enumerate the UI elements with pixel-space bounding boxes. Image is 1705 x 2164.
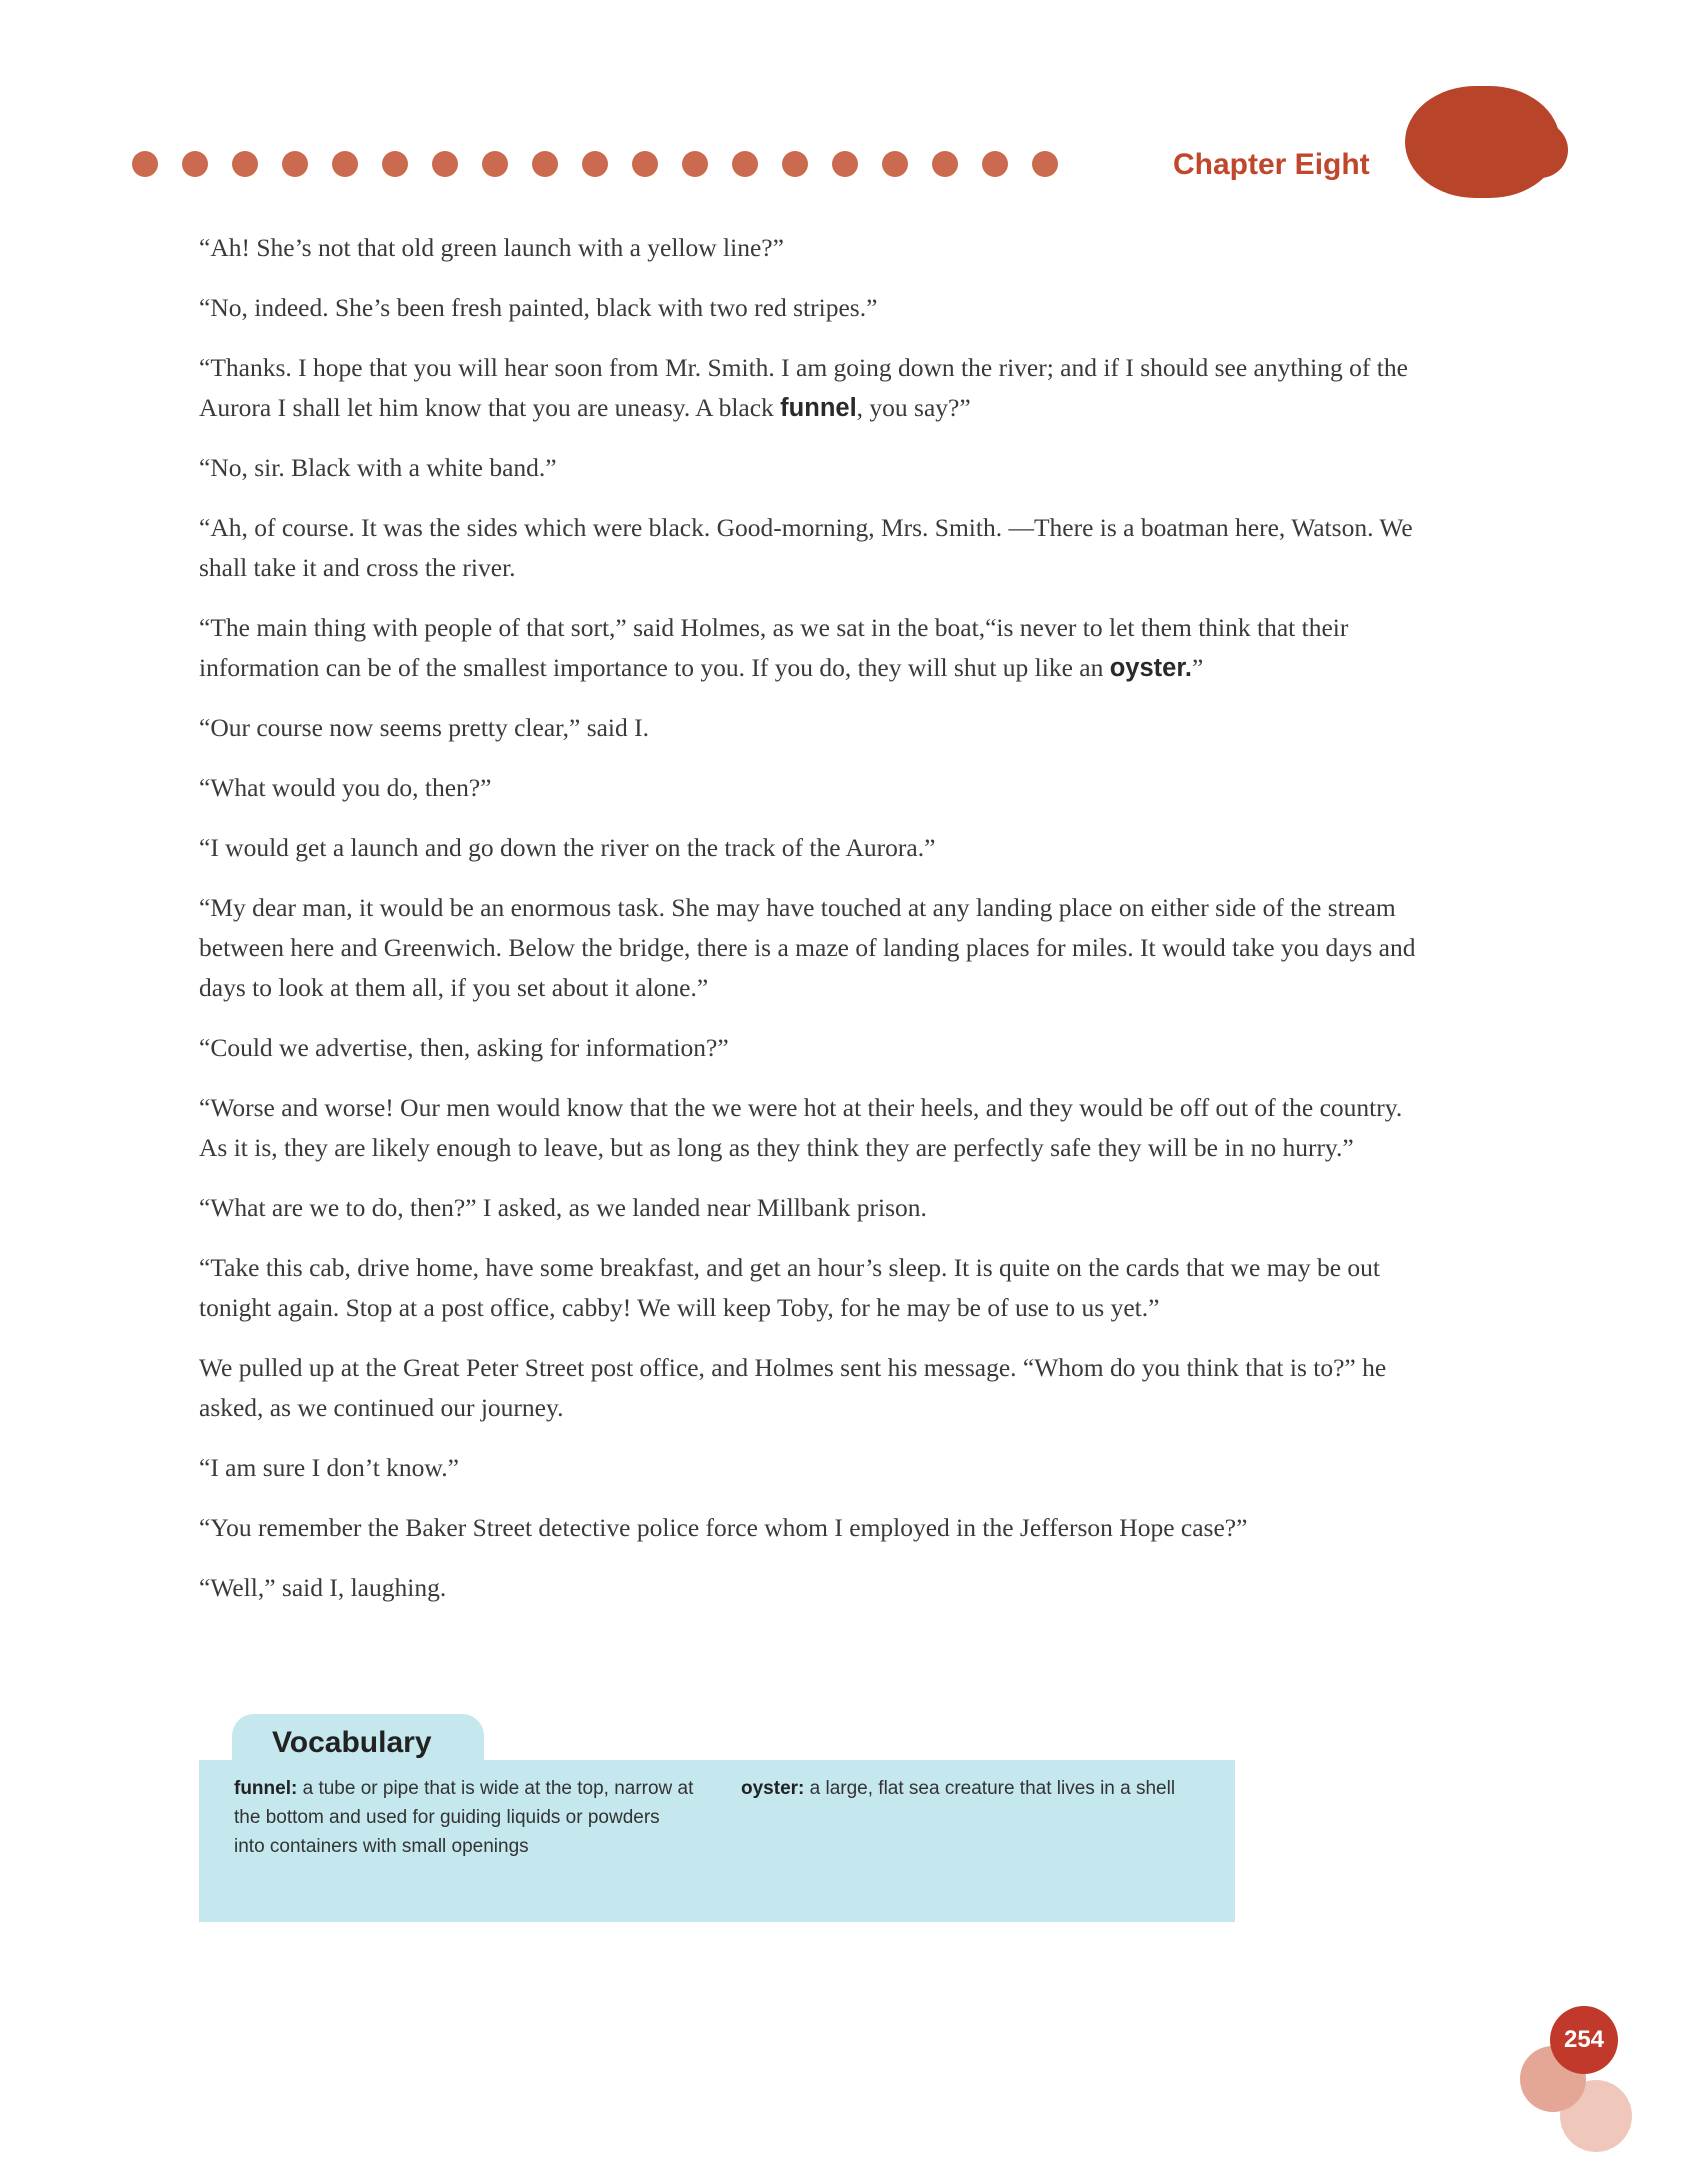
header-dot [182,151,208,177]
header-dot [232,151,258,177]
story-paragraph [199,828,1419,868]
vocab-entry-oyster [741,1774,1211,1803]
story-paragraph [199,1188,1419,1228]
header-dot [682,151,708,177]
story-paragraph [199,1508,1419,1548]
paragraph-text: “Our course now seems pretty clear,” said I. [199,713,650,742]
paragraph-text: We pulled up at the Great Peter Street post office, and Holmes sent his message. “Whom do you think that is to?” he asked, as we continued our journey. [199,1353,1387,1422]
story-paragraph [199,1448,1419,1488]
paragraph-text: “Take this cab, drive home, have some breakfast, and get an hour’s sleep. It is quite on the cards that we may be out tonight again. Stop at a post office, cabby! We will keep Toby, for he may be of use to us yet.” [199,1253,1380,1322]
story-paragraph [199,1028,1419,1068]
story-paragraph [199,1348,1419,1428]
paragraph-text: ” [1191,653,1204,682]
header-dot [482,151,508,177]
header-dot [282,151,308,177]
header-decor-small-circle [1512,122,1568,178]
header-dot [1032,151,1058,177]
vocab-definition: a tube or pipe that is wide at the top, narrow at the bottom and used for guiding liquids or powders into containers with small openings [234,1778,694,1857]
header-dot [632,151,658,177]
story-paragraph [199,708,1419,748]
story-paragraph [199,1088,1419,1168]
header-dot [382,151,408,177]
paragraph-text: “I would get a launch and go down the river on the track of the Aurora.” [199,833,936,862]
story-paragraph [199,608,1419,688]
paragraph-text: “Worse and worse! Our men would know that the we were hot at their heels, and they would be off out of the country. As it is, they are likely enough to leave, but as long as they think they are perfectly safe they will be in no hurry.” [199,1093,1403,1162]
paragraph-text: “The main thing with people of that sort,” said Holmes, as we sat in the boat,“is never to let them think that their information can be of the smallest importance to you. If you do, they will shut up like an [199,613,1349,682]
chapter-title: Chapter Eight [1173,148,1370,181]
header-dot [782,151,808,177]
paragraph-text: “Could we advertise, then, asking for information?” [199,1033,729,1062]
paragraph-text: “No, sir. Black with a white band.” [199,453,557,482]
vocab-term: funnel: [234,1778,298,1799]
vocab-entry-funnel [234,1774,694,1861]
header-dot [532,151,558,177]
header-dot [332,151,358,177]
story-paragraph [199,888,1419,1008]
story-text [199,228,1419,1628]
paragraph-text: “What would you do, then?” [199,773,492,802]
story-paragraph [199,1568,1419,1608]
header-dot-row [132,151,1062,181]
paragraph-text: “Ah! She’s not that old green launch with a yellow line?” [199,233,784,262]
header-dot [732,151,758,177]
paragraph-text: “No, indeed. She’s been fresh painted, black with two red stripes.” [199,293,878,322]
paragraph-text: “What are we to do, then?” I asked, as we landed near Millbank prison. [199,1193,927,1222]
story-paragraph [199,1248,1419,1328]
paragraph-text: “I am sure I don’t know.” [199,1453,459,1482]
header-dot [432,151,458,177]
paragraph-text: “Ah, of course. It was the sides which were black. Good-morning, Mrs. Smith. —There is a boatman here, Watson. We shall take it and cross the river. [199,513,1413,582]
story-paragraph [199,348,1419,428]
header-dot [932,151,958,177]
vocab-highlight-word: funnel [780,394,857,422]
vocab-definition: a large, flat sea creature that lives in a shell [804,1778,1176,1799]
vocab-highlight-word: oyster. [1109,654,1192,682]
header-dot [132,151,158,177]
story-paragraph [199,448,1419,488]
story-paragraph [199,508,1419,588]
paragraph-text: “My dear man, it would be an enormous task. She may have touched at any landing place on either side of the stream between here and Greenwich. Below the bridge, there is a maze of landing places for miles. It would take you days and days to look at them all, if you set about it alone.” [199,893,1416,1002]
paragraph-text: “Well,” said I, laughing. [199,1573,447,1602]
header-dot [882,151,908,177]
paragraph-text: “You remember the Baker Street detective police force whom I employed in the Jefferson Hope case?” [199,1513,1248,1542]
story-paragraph [199,228,1419,268]
header-dot [982,151,1008,177]
header-dot [832,151,858,177]
vocabulary-box [199,1760,1235,1922]
header-dot [582,151,608,177]
paragraph-text: “Thanks. I hope that you will hear soon from Mr. Smith. I am going down the river; and if I should see anything of the Aurora I shall let him know that you are uneasy. A black [199,353,1408,422]
story-paragraph [199,288,1419,328]
vocab-term: oyster: [741,1778,805,1799]
story-paragraph [199,768,1419,808]
page-number: 254 [1550,2006,1618,2074]
paragraph-text: , you say?” [856,393,971,422]
vocabulary-heading: Vocabulary [232,1714,484,1760]
